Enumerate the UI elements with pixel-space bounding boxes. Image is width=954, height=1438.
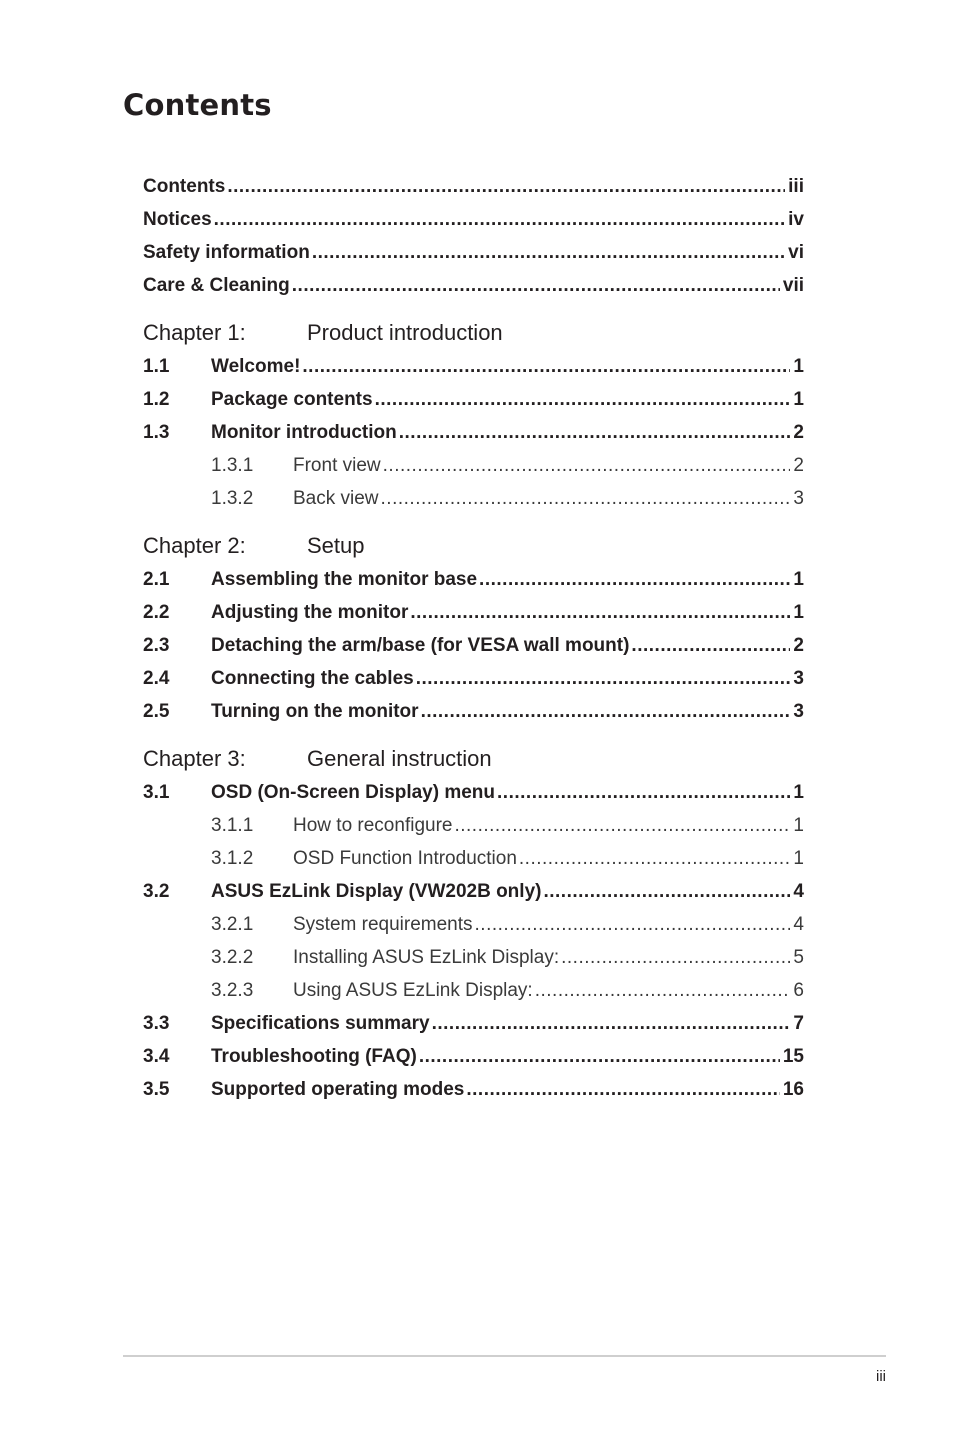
- dot-leader: [302, 350, 790, 383]
- toc-section-entry[interactable]: [143, 695, 804, 728]
- toc-entry-page: 15: [782, 1046, 804, 1067]
- toc-entry-page: 1: [793, 602, 804, 623]
- table-of-contents: [143, 170, 804, 1106]
- dot-leader: [432, 1007, 791, 1040]
- toc-section-entry[interactable]: [143, 383, 804, 416]
- toc-entry-page: 2: [793, 422, 804, 443]
- toc-section-entry[interactable]: [143, 596, 804, 629]
- toc-entry-notices[interactable]: [143, 203, 804, 236]
- chapter-heading[interactable]: [143, 529, 804, 563]
- toc-entry-label: OSD (On-Screen Display) menu: [211, 782, 496, 803]
- dot-leader: [479, 563, 790, 596]
- toc-subsection-entry[interactable]: [143, 842, 804, 875]
- toc-entry-label: How to reconfigure: [293, 815, 453, 836]
- dot-leader: [454, 809, 790, 842]
- toc-entry-number: 2.1: [143, 569, 170, 590]
- toc-entry-label: Package contents: [211, 389, 373, 410]
- dot-leader: [631, 629, 790, 662]
- toc-entry-label: Care & Cleaning: [143, 275, 290, 296]
- toc-entry-number: 3.3: [143, 1013, 170, 1034]
- toc-subsection-entry[interactable]: [143, 908, 804, 941]
- chapter-number: Chapter 3:: [143, 746, 246, 771]
- dot-leader: [312, 236, 785, 269]
- toc-entry-number: 1.1: [143, 356, 170, 377]
- toc-entry-number: 2.5: [143, 701, 170, 722]
- toc-section-entry[interactable]: [143, 1040, 804, 1073]
- dot-leader: [410, 596, 790, 629]
- toc-entry-label: Contents: [143, 176, 226, 197]
- toc-entry-number: 2.2: [143, 602, 170, 623]
- toc-entry-label: Notices: [143, 209, 212, 230]
- toc-entry-number: 2.3: [143, 635, 170, 656]
- toc-subsection-entry[interactable]: [143, 974, 804, 1007]
- footer-divider: [123, 1355, 886, 1357]
- chapter-title: Product introduction: [307, 320, 503, 345]
- chapter-heading[interactable]: [143, 742, 804, 776]
- dot-leader: [375, 383, 791, 416]
- chapter-number: Chapter 1:: [143, 320, 246, 345]
- toc-entry-page: 4: [793, 914, 804, 935]
- toc-entry-page: 7: [793, 1013, 804, 1034]
- dot-leader: [381, 482, 791, 515]
- toc-subsection-entry[interactable]: [143, 449, 804, 482]
- toc-entry-label: Installing ASUS EzLink Display:: [293, 947, 560, 968]
- toc-entry-number: 2.4: [143, 668, 170, 689]
- toc-entry-number: 3.1.2: [211, 848, 254, 869]
- toc-entry-number: 1.2: [143, 389, 170, 410]
- toc-entry-label: System requirements: [293, 914, 473, 935]
- toc-entry-number: 3.1.1: [211, 815, 254, 836]
- toc-entry-page: 1: [793, 356, 804, 377]
- toc-entry-page: 1: [793, 848, 804, 869]
- toc-entry-label: ASUS EzLink Display (VW202B only): [211, 881, 542, 902]
- toc-entry-label: Front view: [293, 455, 381, 476]
- toc-entry-number: 1.3.2: [211, 488, 254, 509]
- toc-entry-label: Back view: [293, 488, 379, 509]
- toc-entry-label: Supported operating modes: [211, 1079, 465, 1100]
- toc-entry-page: 1: [793, 815, 804, 836]
- toc-entry-page: 16: [782, 1079, 804, 1100]
- toc-entry-label: Troubleshooting (FAQ): [211, 1046, 417, 1067]
- chapter-heading[interactable]: [143, 316, 804, 350]
- dot-leader: [519, 842, 791, 875]
- toc-entry-page: 3: [793, 701, 804, 722]
- toc-entry-number: 3.2.3: [211, 980, 254, 1001]
- chapter-title: General instruction: [307, 746, 492, 771]
- dot-leader: [419, 1040, 780, 1073]
- toc-entry-label: Connecting the cables: [211, 668, 414, 689]
- dot-leader: [421, 695, 791, 728]
- toc-entry-page: 4: [793, 881, 804, 902]
- dot-leader: [497, 776, 790, 809]
- toc-entry-label: Assembling the monitor base: [211, 569, 478, 590]
- toc-subsection-entry[interactable]: [143, 482, 804, 515]
- toc-entry-number: 3.2.1: [211, 914, 254, 935]
- toc-subsection-entry[interactable]: [143, 809, 804, 842]
- toc-entry-label: OSD Function Introduction: [293, 848, 517, 869]
- dot-leader: [214, 203, 786, 236]
- toc-entry-page: 5: [793, 947, 804, 968]
- toc-entry-number: 3.2: [143, 881, 170, 902]
- toc-entry-label: Using ASUS EzLink Display:: [293, 980, 533, 1001]
- toc-entry-label: Adjusting the monitor: [211, 602, 409, 623]
- toc-entry-number: 1.3.1: [211, 455, 254, 476]
- toc-entry-page: 1: [793, 389, 804, 410]
- toc-section-entry[interactable]: [143, 629, 804, 662]
- toc-section-entry[interactable]: [143, 776, 804, 809]
- dot-leader: [383, 449, 791, 482]
- chapter-title: Setup: [307, 533, 365, 558]
- toc-entry-page: 3: [793, 488, 804, 509]
- toc-entry-label: Monitor introduction: [211, 422, 397, 443]
- toc-section-entry[interactable]: [143, 1007, 804, 1040]
- toc-entry-number: 1.3: [143, 422, 170, 443]
- chapter-number: Chapter 2:: [143, 533, 246, 558]
- toc-entry-page: 1: [793, 569, 804, 590]
- toc-entry-number: 3.5: [143, 1079, 170, 1100]
- dot-leader: [227, 170, 785, 203]
- toc-entry-page: iv: [788, 209, 804, 230]
- dot-leader: [416, 662, 791, 695]
- toc-entry-number: 3.1: [143, 782, 170, 803]
- toc-entry-page: 2: [793, 635, 804, 656]
- dot-leader: [475, 908, 791, 941]
- toc-entry-label: Detaching the arm/base (for VESA wall mount): [211, 635, 630, 656]
- toc-entry-number: 3.4: [143, 1046, 170, 1067]
- toc-entry-label: Welcome!: [211, 356, 301, 377]
- toc-section-entry[interactable]: [143, 1073, 804, 1106]
- toc-entry-page: vii: [782, 275, 804, 296]
- toc-section-entry[interactable]: [143, 662, 804, 695]
- toc-entry-label: Turning on the monitor: [211, 701, 419, 722]
- toc-entry-page: vi: [788, 242, 804, 263]
- toc-entry-label: Specifications summary: [211, 1013, 430, 1034]
- toc-entry-number: 3.2.2: [211, 947, 254, 968]
- dot-leader: [466, 1073, 780, 1106]
- toc-entry-safety-information[interactable]: [143, 236, 804, 269]
- page-title: Contents: [123, 88, 272, 122]
- toc-entry-page: 6: [793, 980, 804, 1001]
- toc-subsection-entry[interactable]: [143, 941, 804, 974]
- toc-section-entry[interactable]: [143, 875, 804, 908]
- dot-leader: [535, 974, 791, 1007]
- toc-entry-page: 2: [793, 455, 804, 476]
- toc-entry-label: Safety information: [143, 242, 310, 263]
- toc-section-entry[interactable]: [143, 416, 804, 449]
- toc-section-entry[interactable]: [143, 350, 804, 383]
- dot-leader: [561, 941, 790, 974]
- dot-leader: [543, 875, 790, 908]
- toc-section-entry[interactable]: [143, 563, 804, 596]
- toc-entry-page: 3: [793, 668, 804, 689]
- chapter-list: [143, 316, 804, 1106]
- dot-leader: [399, 416, 791, 449]
- page-number: iii: [876, 1368, 886, 1385]
- toc-entry-contents[interactable]: [143, 170, 804, 203]
- dot-leader: [292, 269, 780, 302]
- toc-entry-page: iii: [788, 176, 804, 197]
- toc-entry-care-cleaning[interactable]: [143, 269, 804, 302]
- toc-entry-page: 1: [793, 782, 804, 803]
